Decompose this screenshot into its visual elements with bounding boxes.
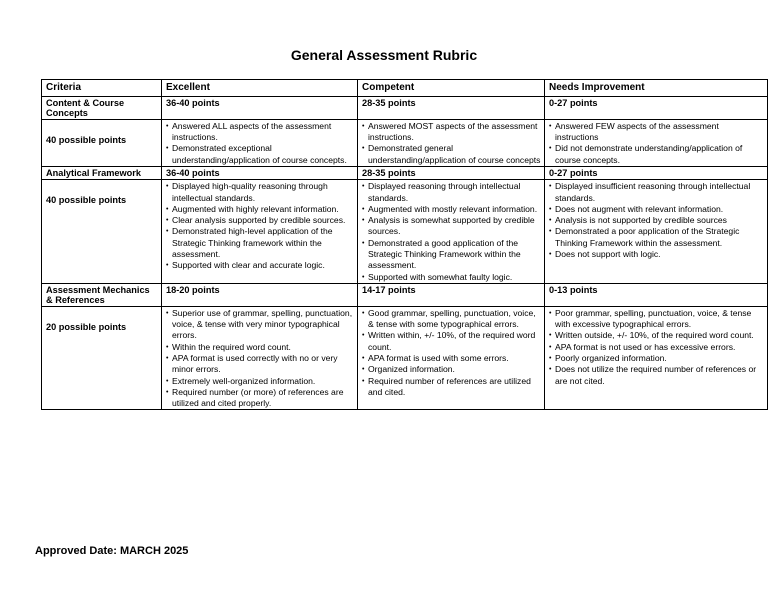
possible-points-cell <box>42 306 162 410</box>
criteria-bullet: • Answered MOST aspects of the assessment instructions. <box>362 121 541 144</box>
header-criteria: Criteria <box>42 80 162 97</box>
points-range-competent: 14-17 points <box>358 283 545 306</box>
criteria-bullet: • Supported with somewhat faulty logic. <box>362 272 541 283</box>
description-excellent <box>162 180 358 284</box>
criteria-list <box>362 308 541 398</box>
criteria-list <box>549 308 764 387</box>
criteria-bullet: • Does not augment with relevant information. <box>549 204 764 215</box>
criteria-name: Analytical Framework <box>46 168 141 178</box>
criteria-bullet: • Written outside, +/- 10%, of the required word count. <box>549 330 764 341</box>
criteria-bullet: • Analysis is somewhat supported by credible sources. <box>362 215 541 238</box>
criteria-name: Assessment Mechanics & References <box>46 284 150 306</box>
criteria-list <box>166 121 354 166</box>
criteria-bullet: • Displayed reasoning through intellectual standards. <box>362 181 541 204</box>
header-needs-improvement: Needs Improvement <box>545 80 768 97</box>
criteria-bullet: • Within the required word count. <box>166 342 354 353</box>
criteria-name: Content & Course Concepts <box>46 98 125 119</box>
section-points-row <box>42 167 768 180</box>
description-needs <box>545 306 768 410</box>
points-range-excellent: 36-40 points <box>162 97 358 120</box>
description-competent <box>358 119 545 166</box>
points-range-excellent: 36-40 points <box>162 167 358 180</box>
criteria-list <box>362 181 541 283</box>
criteria-bullet: • Does not support with logic. <box>549 249 764 260</box>
points-range-needs: 0-27 points <box>545 167 768 180</box>
document-title: General Assessment Rubric <box>290 47 478 63</box>
criteria-bullet: • Demonstrated a poor application of the Strategic Thinking Framework within the assessment. <box>549 226 764 249</box>
section-points-row <box>42 97 768 120</box>
criteria-cell <box>42 167 162 180</box>
criteria-bullet: • Augmented with mostly relevant information. <box>362 204 541 215</box>
criteria-cell <box>42 283 162 306</box>
criteria-bullet: • Required number (or more) of references are utilized and cited properly. <box>166 387 354 410</box>
criteria-bullet: • Answered FEW aspects of the assessment instructions <box>549 121 764 144</box>
header-row <box>42 80 768 97</box>
points-range-needs: 0-13 points <box>545 283 768 306</box>
description-competent <box>358 306 545 410</box>
possible-points: 40 possible points <box>46 195 127 206</box>
points-range-needs: 0-27 points <box>545 97 768 120</box>
description-needs <box>545 119 768 166</box>
description-excellent <box>162 119 358 166</box>
criteria-bullet: • Augmented with highly relevant information. <box>166 204 354 215</box>
criteria-bullet: • Superior use of grammar, spelling, punctuation, voice, & tense with very minor typographical errors. <box>166 308 354 342</box>
criteria-bullet: • Answered ALL aspects of the assessment instructions. <box>166 121 354 144</box>
criteria-bullet: • Demonstrated high-level application of the Strategic Thinking framework within the assessment. <box>166 226 354 260</box>
criteria-bullet: • APA format is not used or has excessive errors. <box>549 342 764 353</box>
criteria-bullet: • Written within, +/- 10%, of the required word count. <box>362 330 541 353</box>
criteria-bullet: • Poorly organized information. <box>549 353 764 364</box>
possible-points: 20 possible points <box>46 321 127 332</box>
criteria-bullet: • Organized information. <box>362 364 541 375</box>
points-range-excellent: 18-20 points <box>162 283 358 306</box>
criteria-bullet: • Displayed insufficient reasoning through intellectual standards. <box>549 181 764 204</box>
points-range-competent: 28-35 points <box>358 97 545 120</box>
possible-points: 40 possible points <box>46 134 127 145</box>
approved-date: Approved Date: MARCH 2025 <box>35 545 189 557</box>
criteria-bullet: • Good grammar, spelling, punctuation, voice, & tense with some typographical errors. <box>362 308 541 331</box>
criteria-bullet: • Demonstrated a good application of the Strategic Thinking Framework within the assessment. <box>362 238 541 272</box>
criteria-bullet: • Analysis is not supported by credible sources <box>549 215 764 226</box>
possible-points-cell <box>42 180 162 284</box>
header-excellent: Excellent <box>162 80 358 97</box>
criteria-bullet: • Required number of references are utilized and cited. <box>362 376 541 399</box>
points-range-competent: 28-35 points <box>358 167 545 180</box>
description-needs <box>545 180 768 284</box>
criteria-bullet: • APA format is used with some errors. <box>362 353 541 364</box>
criteria-cell <box>42 97 162 120</box>
criteria-bullet: • Clear analysis supported by credible sources. <box>166 215 354 226</box>
section-description-row <box>42 180 768 284</box>
criteria-list <box>166 181 354 271</box>
criteria-bullet: • Does not utilize the required number of references or are not cited. <box>549 364 764 387</box>
criteria-bullet: • Demonstrated exceptional understanding/application of course concepts. <box>166 143 354 166</box>
criteria-bullet: • Poor grammar, spelling, punctuation, voice, & tense with excessive typographical errors. <box>549 308 764 331</box>
rubric-table <box>41 79 768 410</box>
criteria-bullet: • Supported with clear and accurate logic. <box>166 260 354 271</box>
criteria-list <box>549 181 764 260</box>
criteria-bullet: • APA format is used correctly with no or very minor errors. <box>166 353 354 376</box>
header-competent: Competent <box>358 80 545 97</box>
description-excellent <box>162 306 358 410</box>
criteria-list <box>362 121 541 166</box>
criteria-list <box>549 121 764 166</box>
possible-points-cell <box>42 119 162 166</box>
section-description-row <box>42 119 768 166</box>
criteria-bullet: • Did not demonstrate understanding/application of course concepts. <box>549 143 764 166</box>
criteria-bullet: • Displayed high-quality reasoning through intellectual standards. <box>166 181 354 204</box>
section-points-row <box>42 283 768 306</box>
criteria-bullet: • Extremely well-organized information. <box>166 376 354 387</box>
criteria-list <box>166 308 354 410</box>
description-competent <box>358 180 545 284</box>
section-description-row <box>42 306 768 410</box>
criteria-bullet: • Demonstrated general understanding/application of course concepts <box>362 143 541 166</box>
